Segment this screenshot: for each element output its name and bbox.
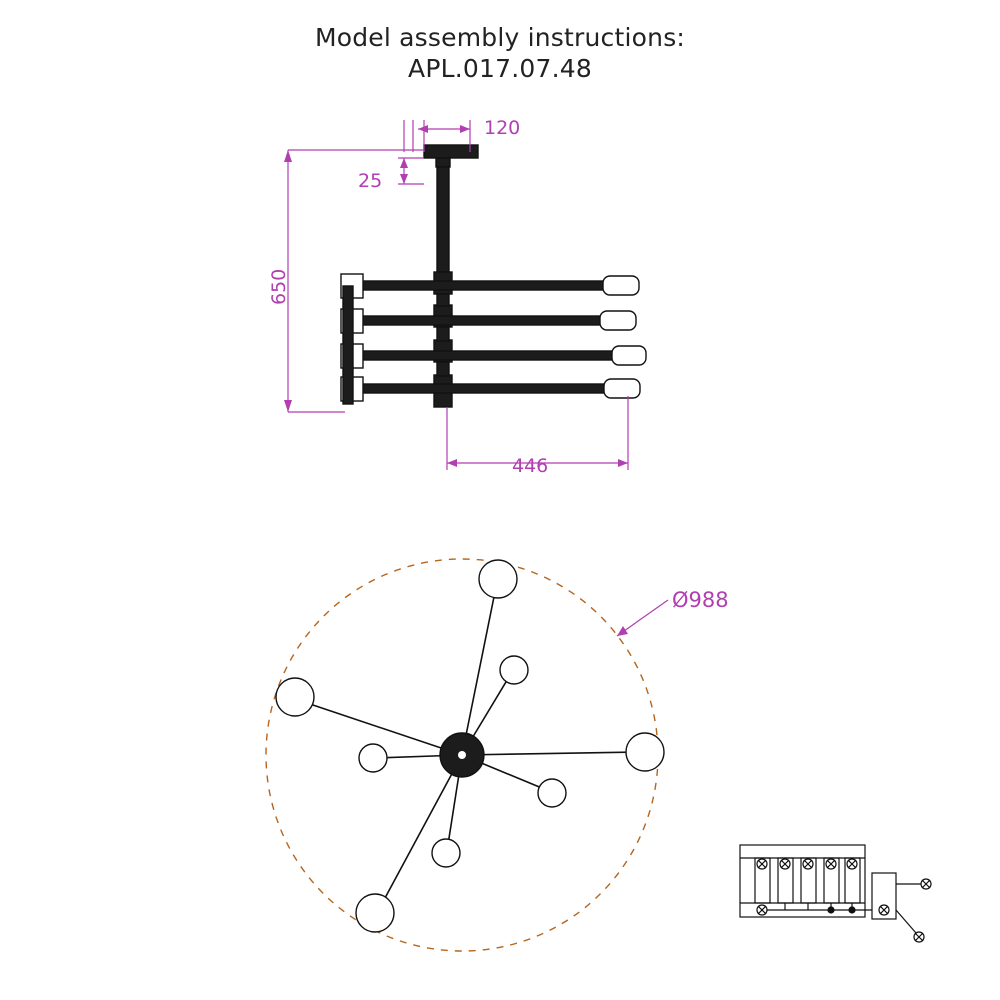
dimension-label-25: 25	[358, 170, 383, 192]
arm-4-right-shade	[604, 379, 640, 398]
plan-shade-6	[432, 839, 460, 867]
plan-shade-8	[359, 744, 387, 772]
dimension-label-diameter: Ø988	[672, 588, 729, 612]
left-shade-column	[343, 286, 353, 404]
stem-seg-c	[437, 362, 449, 376]
plan-arm-3	[462, 752, 641, 755]
arm-1	[345, 281, 615, 290]
stem-seg-b	[437, 327, 449, 341]
plan-shade-3	[626, 733, 664, 771]
diameter-leader	[617, 600, 668, 636]
vertical-stem	[437, 167, 449, 272]
model-code: APL.017.07.48	[408, 54, 592, 83]
terminal-group	[755, 858, 860, 903]
plan-shade-5	[356, 894, 394, 932]
page-title: Model assembly instructions:	[314, 23, 686, 52]
dimension-25	[398, 158, 424, 184]
canopy-block	[436, 158, 450, 167]
arm-4	[345, 384, 613, 393]
dimension-label-446: 446	[512, 455, 549, 477]
arm-3	[345, 351, 620, 360]
dimension-label-120: 120	[484, 117, 521, 139]
plan-shade-1	[479, 560, 517, 598]
wiring-terminal-detail	[740, 845, 931, 942]
arm-2	[345, 316, 612, 325]
stem-seg-a	[437, 294, 449, 306]
plan-centre-dot	[458, 751, 466, 759]
plan-shade-2	[500, 656, 528, 684]
top-plan-view	[266, 559, 668, 951]
plan-shade-7	[276, 678, 314, 716]
front-elevation-view	[284, 120, 646, 470]
plan-shade-4	[538, 779, 566, 807]
arm-1-right-shade	[603, 276, 639, 295]
arm-3-right-shade	[612, 346, 646, 365]
plan-arm-1	[462, 582, 497, 755]
wire-group	[757, 879, 931, 942]
arm-2-right-shade	[600, 311, 636, 330]
dimension-label-650: 650	[268, 268, 290, 305]
